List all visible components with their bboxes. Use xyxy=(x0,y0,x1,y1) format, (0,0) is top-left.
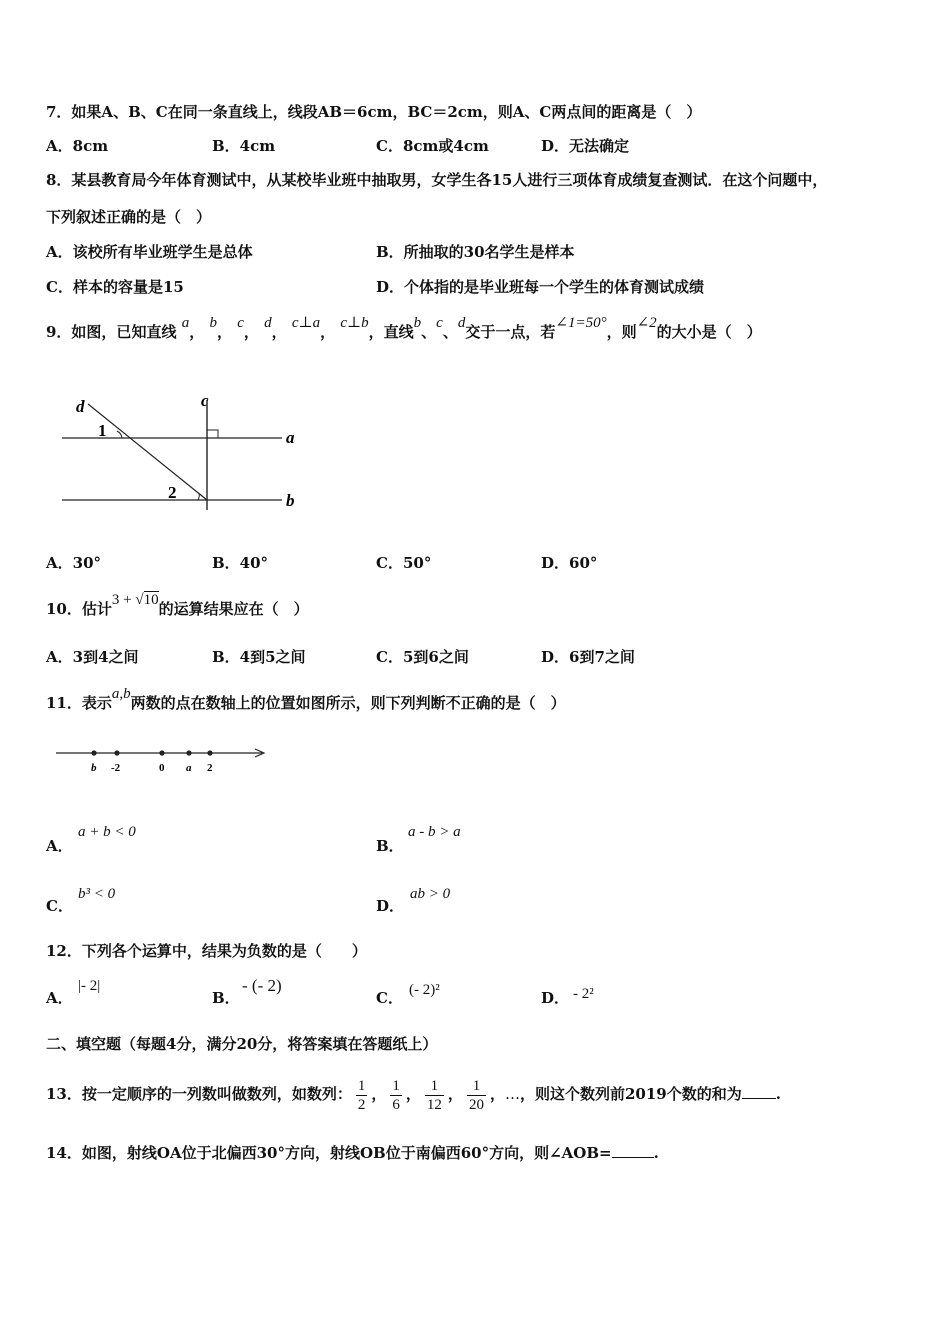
axis-label-neg2: -2 xyxy=(111,762,121,774)
fraction-numerator: 1 xyxy=(357,1077,366,1094)
angle-1-arc xyxy=(117,431,122,438)
point-b xyxy=(91,750,96,755)
fraction-denominator: 2 xyxy=(357,1096,366,1113)
q11-option-d-expr: ab > 0 xyxy=(410,886,451,902)
q9-sep-4: ， xyxy=(271,323,287,341)
q8-option-d: D．个体指的是毕业班每一个学生的体育测试成绩 xyxy=(376,278,705,296)
q13-text-3: . xyxy=(775,1085,781,1103)
q9-math-c-perp-a: c⊥a xyxy=(291,315,321,331)
fraction xyxy=(356,1077,368,1114)
fraction-numerator: 1 xyxy=(392,1077,400,1094)
q12-option-d-letter: D． xyxy=(541,989,570,1007)
q14-stem xyxy=(46,1143,659,1163)
q10-option-a: A．3到4之间 xyxy=(46,648,139,666)
q7-option-a: A．8cm xyxy=(46,137,109,155)
q9-math-d: d xyxy=(264,315,272,331)
q8-option-a: A．该校所有毕业班学生是总体 xyxy=(46,243,253,261)
q9-math-c2: c xyxy=(436,315,443,331)
q9-stem xyxy=(46,315,762,343)
point-0 xyxy=(159,750,164,755)
q9-math-b: b xyxy=(209,315,217,331)
answer-blank[interactable] xyxy=(612,1143,654,1158)
q7-stem: 7．如果A、B、C在同一条直线上，线段AB＝6cm，BC＝2cm，则A、C两点间的距离是（ ） xyxy=(46,103,702,121)
angle-2-arc xyxy=(198,493,199,500)
q12-option-b-expr: - (- 2) xyxy=(242,976,282,995)
q13-stem xyxy=(46,1064,781,1124)
q9-dun-2: 、 xyxy=(442,323,458,341)
q12-stem: 12．下列各个运算中，结果为负数的是（ ） xyxy=(46,942,367,960)
q10-stem xyxy=(46,592,309,620)
q12-option-c-letter: C． xyxy=(376,989,403,1007)
point-a xyxy=(186,750,191,755)
q9-option-b: B．40° xyxy=(212,554,269,572)
q13-text-2: ，则这个数列前2019个数的和为 xyxy=(519,1085,742,1103)
fraction-denominator: 6 xyxy=(392,1096,400,1113)
q9-text-1: 9．如图，已知直线 xyxy=(46,323,177,341)
q9-option-a: A．30° xyxy=(46,554,102,572)
q13-sep-4: ， xyxy=(489,1085,505,1103)
q11-text-2: 两数的点在数轴上的位置如图所示，则下列判断不正确的是（ ） xyxy=(130,694,566,712)
q9-math-b2: b xyxy=(413,315,422,331)
q9-option-c: C．50° xyxy=(376,554,432,572)
q11-option-a-letter: A． xyxy=(46,837,73,855)
q11-math-ab: a,b xyxy=(111,686,131,702)
q9-text-4: ，则 xyxy=(606,323,637,341)
q12-option-d-expr: - 2² xyxy=(573,986,594,1002)
q10-text-1: 10．估计 xyxy=(46,600,112,618)
label-angle-1: 1 xyxy=(98,421,107,440)
q14-text-2: . xyxy=(653,1144,659,1162)
q14-text-1: 14．如图，射线OA位于北偏西30°方向，射线OB位于南偏西60°方向，则∠AOB= xyxy=(46,1144,612,1162)
q10-expression xyxy=(112,592,159,608)
sqrt-sign: √ xyxy=(135,592,144,608)
q9-text-2: ，直线 xyxy=(368,323,414,341)
q10-option-b: B．4到5之间 xyxy=(212,648,306,666)
q12-option-b-letter: B． xyxy=(212,989,240,1007)
q10-option-d: D．6到7之间 xyxy=(541,648,635,666)
q11-text-1: 11．表示 xyxy=(46,694,112,712)
q7-option-c: C．8cm或4cm xyxy=(376,137,489,155)
q9-text-5: 的大小是（ ） xyxy=(656,323,762,341)
q13-text-1: 13．按一定顺序的一列数叫做数列，如数列： xyxy=(46,1085,352,1103)
section-2-title: 二、填空题（每题4分，满分20分，将答案填在答题纸上） xyxy=(46,1035,438,1053)
q9-dun-1: 、 xyxy=(421,323,437,341)
number-line xyxy=(50,742,280,776)
label-d: d xyxy=(76,397,85,416)
fraction-numerator: 1 xyxy=(425,1077,444,1096)
q11-option-b-expr: a - b > a xyxy=(408,824,461,840)
q11-option-c-expr: b³ < 0 xyxy=(78,886,116,902)
q9-math-angle1: ∠1=50° xyxy=(555,315,607,331)
q9-math-angle2: ∠2 xyxy=(636,315,657,331)
label-angle-2: 2 xyxy=(168,483,177,502)
q12-option-a-expr: |- 2| xyxy=(78,978,101,994)
axis-label-0: 0 xyxy=(159,762,165,774)
q7-option-b: B．4cm xyxy=(212,137,276,155)
fraction-denominator: 12 xyxy=(426,1096,442,1113)
label-c: c xyxy=(201,391,209,410)
fraction xyxy=(390,1077,402,1114)
q9-sep-2: ， xyxy=(216,323,232,341)
q10-radicand: 10 xyxy=(143,592,159,608)
q11-option-d-letter: D． xyxy=(376,897,405,915)
q9-sep-3: ， xyxy=(243,323,259,341)
q10-option-c: C．5到6之间 xyxy=(376,648,469,666)
answer-blank[interactable] xyxy=(742,1084,776,1099)
q9-option-d: D．60° xyxy=(541,554,598,572)
q9-math-d2: d xyxy=(457,315,466,331)
fraction xyxy=(425,1077,444,1114)
q10-expr-a: 3 + xyxy=(111,592,136,608)
q10-text-2: 的运算结果应在（ ） xyxy=(158,600,309,618)
q13-ellipsis: … xyxy=(504,1085,520,1103)
axis-label-a: a xyxy=(186,762,192,774)
axis-label-2: 2 xyxy=(207,762,213,774)
q11-option-c-letter: C． xyxy=(46,897,73,915)
q11-option-a-expr: a + b < 0 xyxy=(78,824,136,840)
q12-option-c-expr: (- 2)² xyxy=(409,982,440,998)
q8-option-c: C．样本的容量是15 xyxy=(46,278,184,296)
q11-option-b-letter: B． xyxy=(376,837,404,855)
label-b: b xyxy=(286,491,295,510)
q9-figure xyxy=(50,388,320,518)
point-neg2 xyxy=(114,750,119,755)
q13-sep-1: ， xyxy=(371,1085,387,1103)
q13-sep-3: ， xyxy=(447,1085,463,1103)
q9-math-c: c xyxy=(237,315,244,331)
q7-option-d: D．无法确定 xyxy=(541,137,630,155)
point-2 xyxy=(207,750,212,755)
q8-stem-line2: 下列叙述正确的是（ ） xyxy=(46,208,212,226)
axis-label-b: b xyxy=(91,762,97,774)
q9-text-3: 交于一点，若 xyxy=(465,323,556,341)
right-angle-mark xyxy=(207,430,218,438)
q8-stem-line1: 8．某县教育局今年体育测试中，从某校毕业班中抽取男，女学生各15人进行三项体育成绩复查测试．在这个问题中， xyxy=(46,171,828,189)
fraction xyxy=(467,1077,486,1114)
q12-option-a-letter: A． xyxy=(46,989,73,1007)
line-d xyxy=(88,404,207,500)
q9-sep-5: ， xyxy=(320,323,336,341)
label-a: a xyxy=(286,428,295,447)
q11-stem xyxy=(46,686,566,714)
q9-sep-1: ， xyxy=(189,323,205,341)
fraction-numerator: 1 xyxy=(467,1077,486,1096)
q9-math-c-perp-b: c⊥b xyxy=(340,315,369,331)
q8-option-b: B．所抽取的30名学生是样本 xyxy=(376,243,575,261)
q9-math-a: a xyxy=(181,315,190,331)
q13-sep-2: ， xyxy=(405,1085,421,1103)
fraction-denominator: 20 xyxy=(468,1096,484,1113)
